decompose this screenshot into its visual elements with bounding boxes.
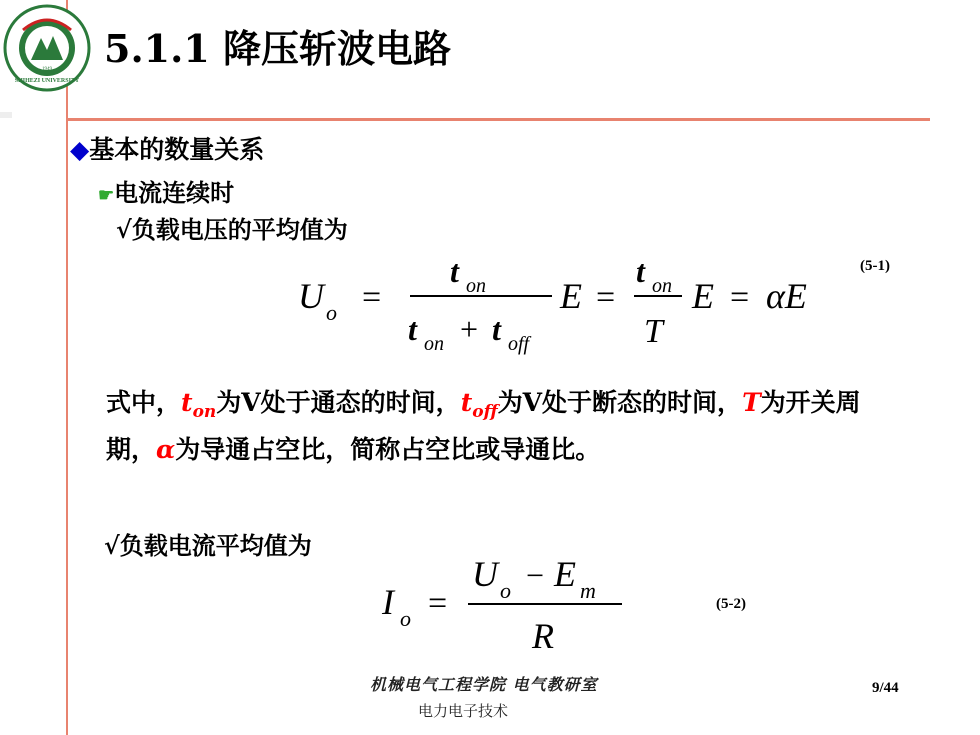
svg-text:αE: αE <box>766 276 807 316</box>
equation-5-1-label: (5-1) <box>860 258 890 274</box>
paragraph-segment: 式中， <box>106 388 182 417</box>
svg-text:t: t <box>450 253 459 289</box>
bullet-average-voltage: √负载电压的平均值为 <box>116 215 348 244</box>
paragraph-segment: α <box>156 435 176 464</box>
bullet-basic-relations-label: 基本的数量关系 <box>89 135 265 164</box>
svg-text:+: + <box>460 311 479 347</box>
paragraph-segment: 为V处于断态的时间， <box>497 388 743 417</box>
svg-text:m: m <box>580 578 596 603</box>
equation-5-1 <box>290 250 910 360</box>
bullet-average-current: √负载电流平均值为 <box>104 531 312 560</box>
paragraph-segment: t <box>460 388 473 417</box>
svg-text:E: E <box>692 276 714 316</box>
svg-text:off: off <box>508 333 530 355</box>
svg-text:o: o <box>326 300 337 325</box>
equation-5-2-label: (5-2) <box>716 596 746 612</box>
diamond-bullet-icon: ◆ <box>70 135 90 164</box>
paragraph-segment: 为导通占空比，简称占空比或导通比。 <box>175 435 601 464</box>
svg-text:U: U <box>472 554 498 594</box>
left-rule <box>66 0 68 735</box>
paragraph-segment: on <box>192 402 217 422</box>
svg-text:=: = <box>596 279 616 316</box>
pointing-hand-icon: ☛ <box>98 185 115 206</box>
footer-department: 机械电气工程学院 电气教研室 <box>370 675 598 694</box>
svg-text:E: E <box>560 276 582 316</box>
bullet-basic-relations <box>70 130 264 166</box>
header-rule <box>66 118 930 121</box>
paragraph-segment: T <box>742 388 761 417</box>
paragraph-segment: 为V处于通态的时间， <box>216 388 461 417</box>
svg-text:−: − <box>526 557 545 593</box>
svg-text:o: o <box>400 606 411 631</box>
logo-emblem-icon <box>3 4 91 92</box>
page-number: 9/44 <box>872 680 899 696</box>
svg-text:on: on <box>424 333 444 355</box>
svg-text:on: on <box>466 275 486 297</box>
side-mark <box>0 112 12 118</box>
svg-text:=: = <box>730 279 750 316</box>
footer-course: 电力电子技术 <box>418 702 509 720</box>
paragraph-segment: off <box>472 402 498 422</box>
svg-text:=: = <box>362 279 382 316</box>
svg-text:t: t <box>492 311 501 347</box>
svg-text:1949: 1949 <box>42 67 52 72</box>
svg-text:SHIHEZI UNIVERSITY: SHIHEZI UNIVERSITY <box>14 78 80 84</box>
svg-text:R: R <box>532 616 554 656</box>
university-logo <box>3 4 91 92</box>
bullet-continuous-current-label: 电流连续时 <box>114 178 235 207</box>
svg-text:=: = <box>428 585 448 622</box>
svg-text:I: I <box>382 582 394 622</box>
svg-text:E: E <box>554 554 576 594</box>
paragraph-segment: t <box>181 388 193 417</box>
svg-text:t: t <box>408 311 417 347</box>
svg-text:on: on <box>652 275 672 297</box>
svg-text:o: o <box>500 578 511 603</box>
svg-text:T: T <box>644 313 663 350</box>
svg-text:t: t <box>636 253 645 289</box>
bullet-continuous-current <box>98 173 234 208</box>
svg-text:U: U <box>298 276 324 316</box>
paragraph-segment: 为开关周期， <box>106 388 861 464</box>
page-title: 5.1.1 降压斩波电路 <box>104 26 452 71</box>
equation-5-2 <box>376 548 646 658</box>
explanation-paragraph <box>106 384 886 468</box>
